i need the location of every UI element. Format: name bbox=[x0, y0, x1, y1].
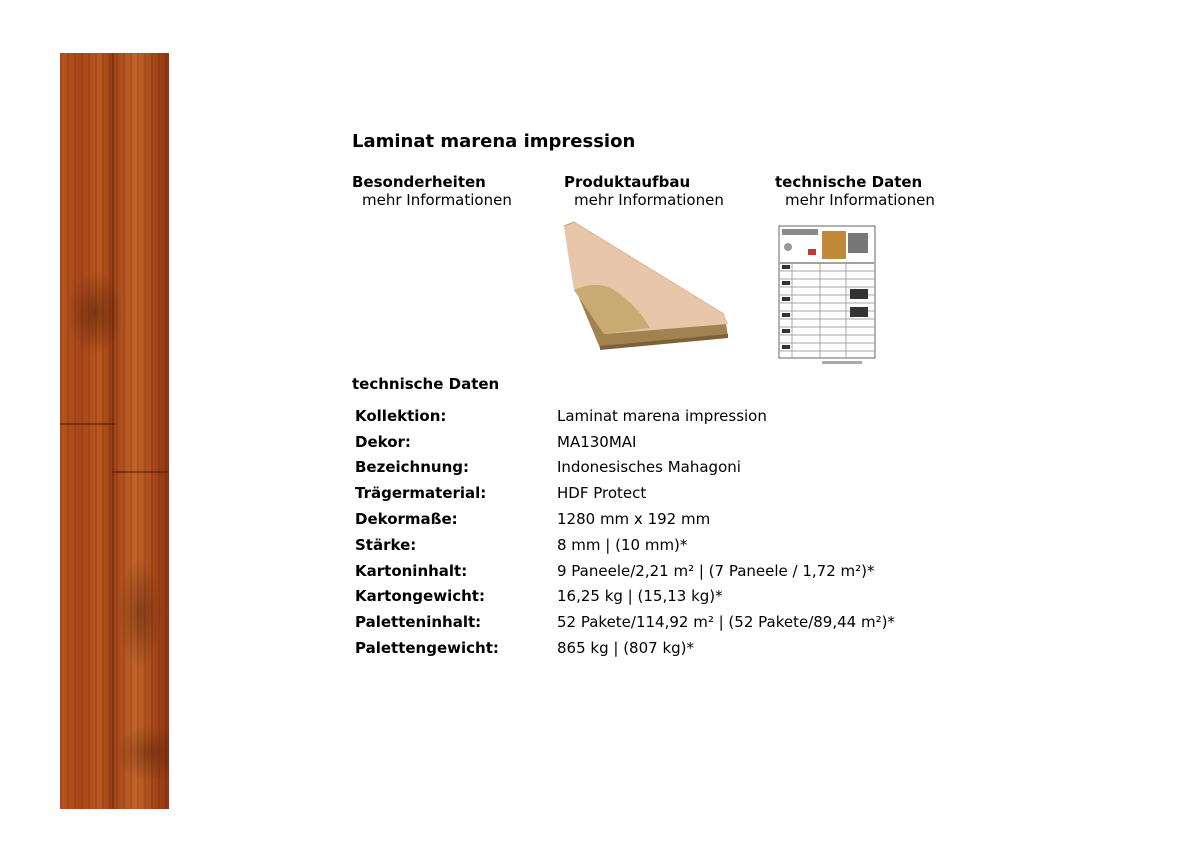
spec-label: Dekormaße: bbox=[355, 510, 458, 529]
spec-label: Paletteninhalt: bbox=[355, 613, 482, 632]
spec-value: 9 Paneele/2,21 m² | (7 Paneele / 1,72 m²)* bbox=[557, 561, 875, 580]
plank-seam bbox=[112, 53, 114, 809]
table-row bbox=[352, 558, 905, 584]
column-heading: Produktaufbau bbox=[564, 173, 691, 191]
spec-label: Bezeichnung: bbox=[355, 458, 469, 477]
spec-label: Dekor: bbox=[355, 432, 411, 451]
more-info-link[interactable]: mehr Informationen bbox=[785, 191, 935, 209]
table-row bbox=[352, 635, 905, 661]
spec-value: 16,25 kg | (15,13 kg)* bbox=[557, 587, 723, 606]
table-row bbox=[352, 403, 905, 429]
spec-value: MA130MAI bbox=[557, 432, 637, 451]
table-row bbox=[352, 429, 905, 455]
table-row bbox=[352, 584, 905, 610]
specs-table bbox=[352, 403, 905, 661]
wood-decor-swatch bbox=[60, 53, 169, 809]
column-besonderheiten bbox=[352, 173, 512, 209]
table-row bbox=[352, 480, 905, 506]
spec-label: Kartongewicht: bbox=[355, 587, 485, 606]
tech-datasheet-thumbnail[interactable] bbox=[778, 225, 876, 365]
table-row bbox=[352, 609, 905, 635]
spec-value: 1280 mm x 192 mm bbox=[557, 510, 711, 529]
table-row bbox=[352, 532, 905, 558]
spec-label: Kollektion: bbox=[355, 406, 447, 425]
spec-label: Stärke: bbox=[355, 535, 417, 554]
spec-label: Trägermaterial: bbox=[355, 484, 487, 503]
section-heading: technische Daten bbox=[352, 375, 500, 393]
product-structure-image[interactable] bbox=[560, 214, 732, 352]
spec-label: Palettengewicht: bbox=[355, 639, 499, 658]
column-heading: technische Daten bbox=[775, 173, 923, 191]
table-row bbox=[352, 455, 905, 481]
plank-seam bbox=[112, 471, 169, 473]
spec-value: 52 Pakete/114,92 m² | (52 Pakete/89,44 m²)* bbox=[557, 613, 895, 632]
spec-label: Kartoninhalt: bbox=[355, 561, 468, 580]
table-row bbox=[352, 506, 905, 532]
plank-seam bbox=[60, 423, 115, 425]
spec-value: 8 mm | (10 mm)* bbox=[557, 535, 688, 554]
spec-value: Laminat marena impression bbox=[557, 406, 767, 425]
spec-value: 865 kg | (807 kg)* bbox=[557, 639, 695, 658]
column-produktaufbau bbox=[564, 173, 724, 209]
column-heading: Besonderheiten bbox=[352, 173, 486, 191]
spec-value: Indonesisches Mahagoni bbox=[557, 458, 741, 477]
spec-value: HDF Protect bbox=[557, 484, 647, 503]
page-title: Laminat marena impression bbox=[352, 131, 636, 152]
column-technische-daten bbox=[775, 173, 935, 209]
more-info-link[interactable]: mehr Informationen bbox=[574, 191, 724, 209]
more-info-link[interactable]: mehr Informationen bbox=[362, 191, 512, 209]
